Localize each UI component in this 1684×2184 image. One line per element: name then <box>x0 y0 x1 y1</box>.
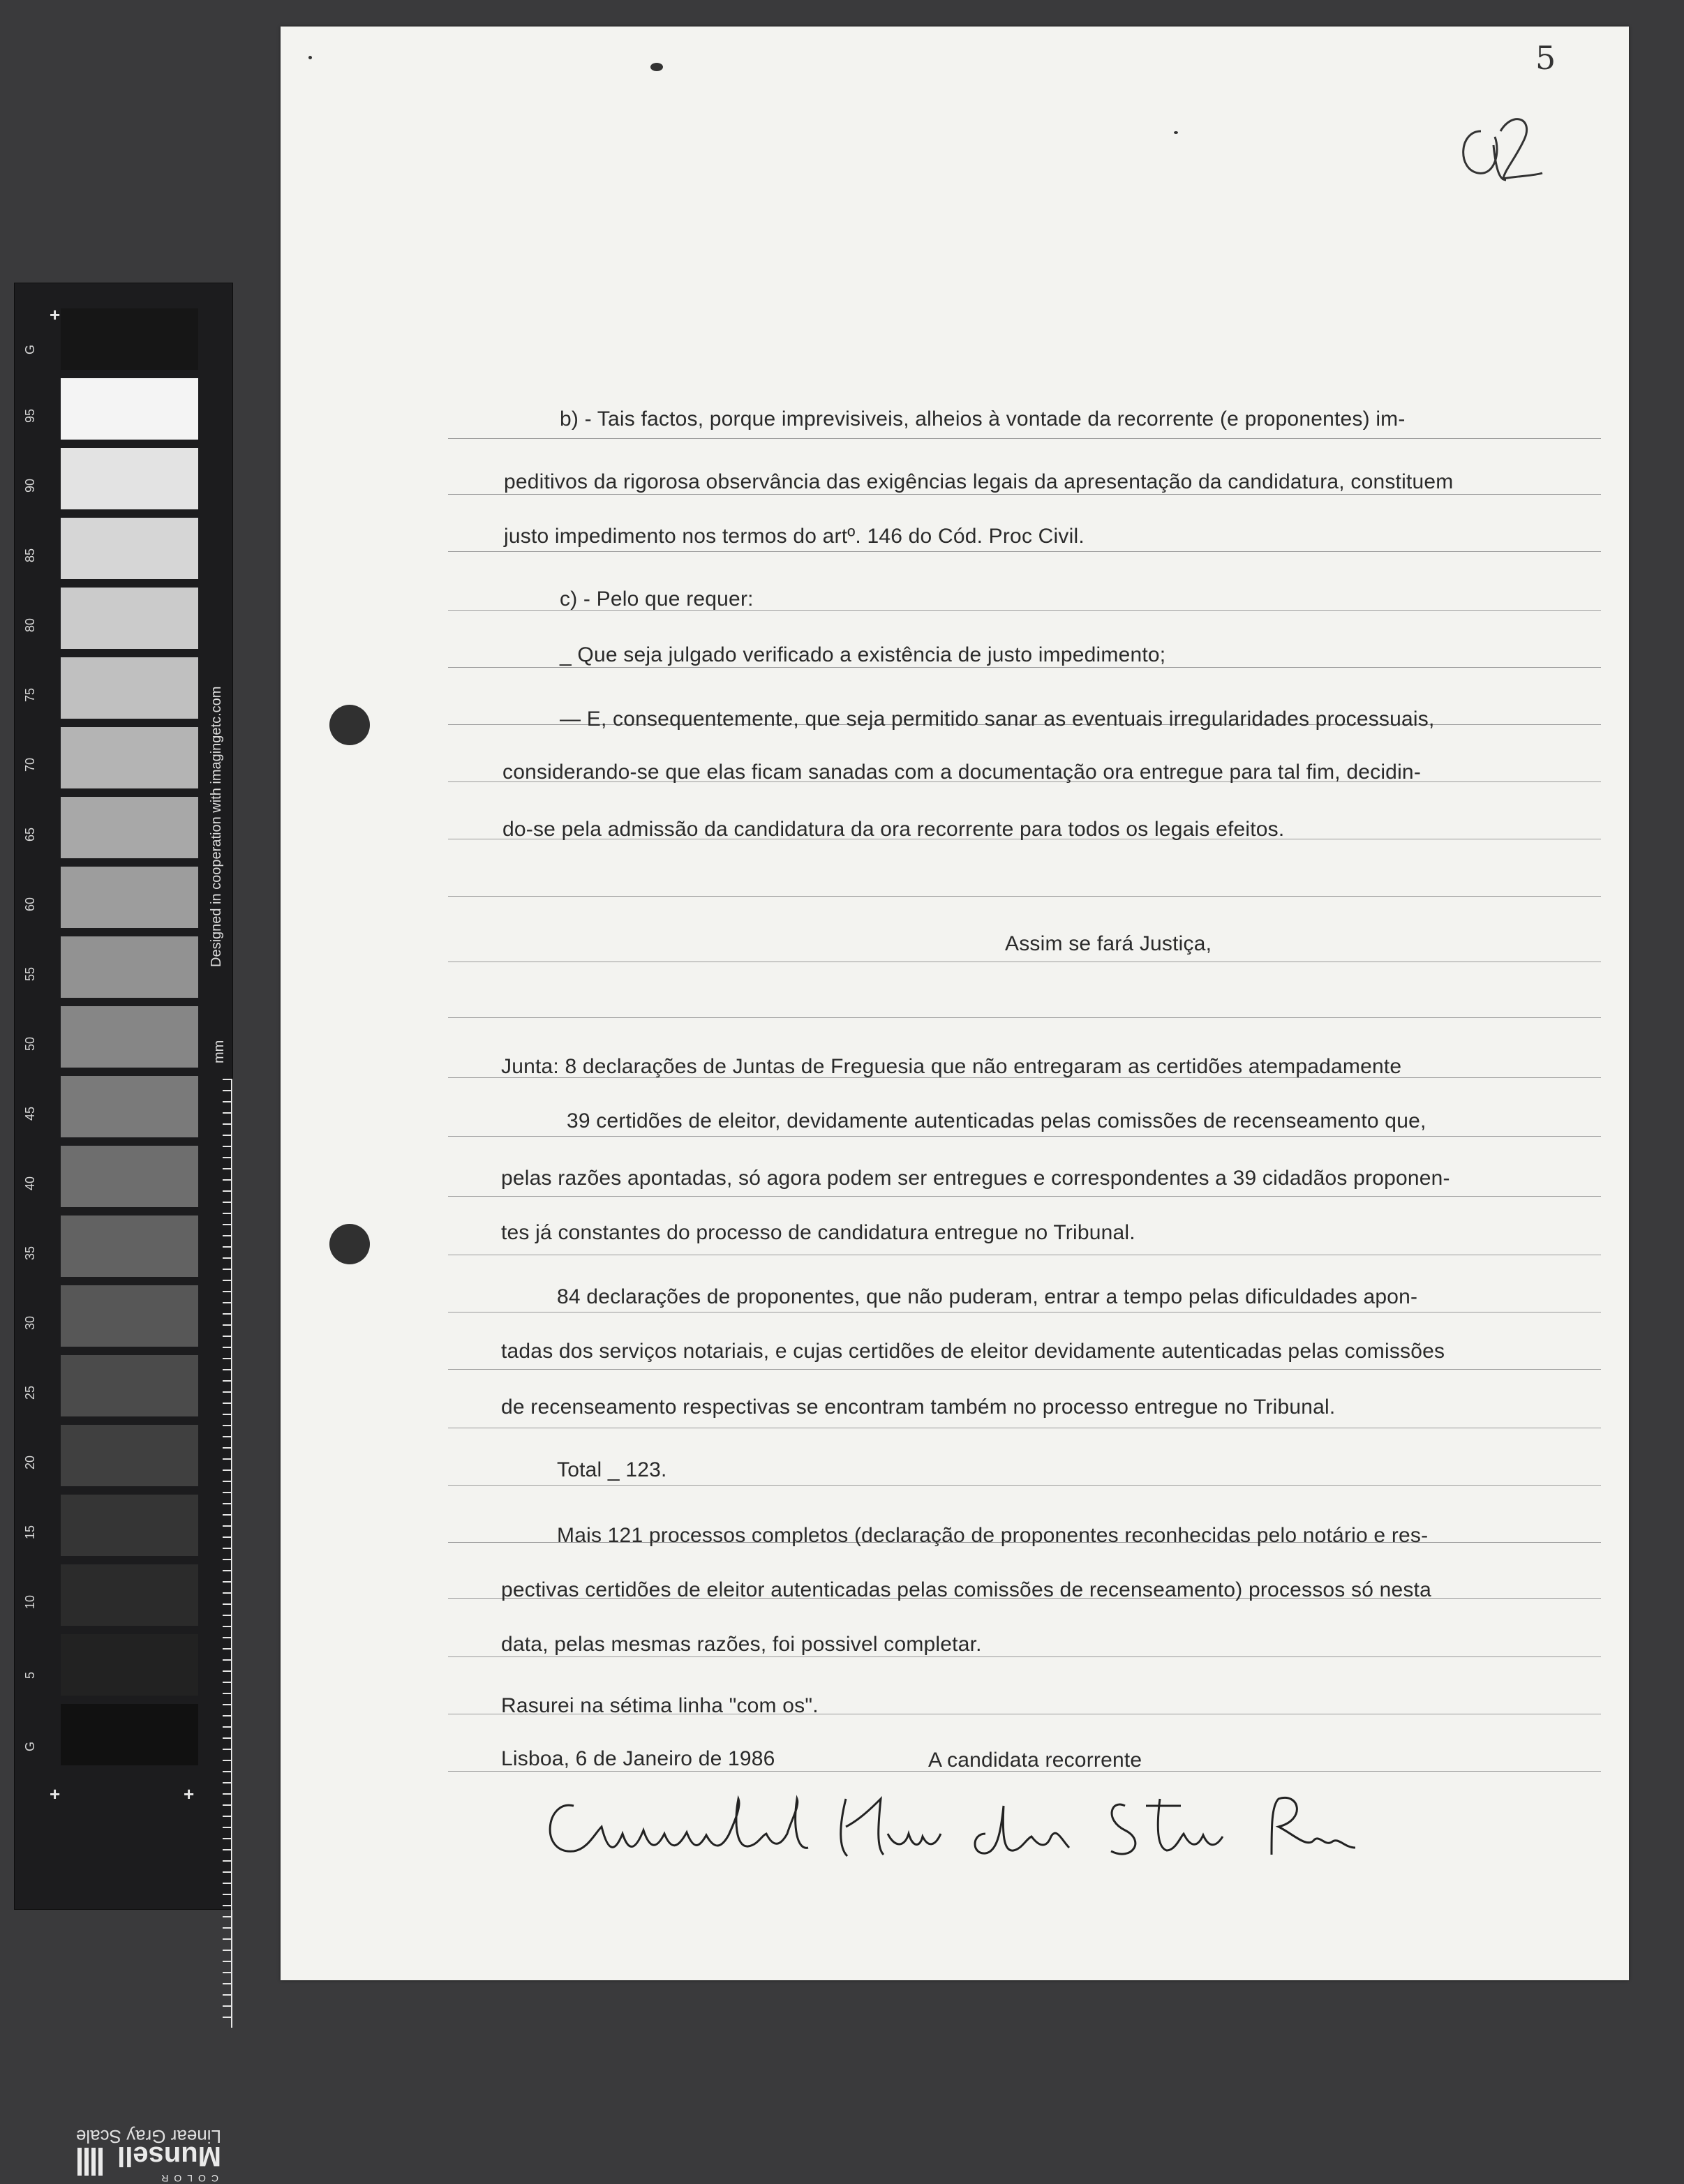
patch-label: 65 <box>23 827 37 842</box>
text-line: — E, consequentemente, que seja permitido sanar as eventuais irregularidades processuais, <box>560 708 1435 731</box>
plus-mark: + <box>50 1783 61 1804</box>
text-line: Assim se fará Justiça, <box>1005 932 1212 955</box>
text-line: Total _ 123. <box>557 1458 667 1481</box>
text-line: justo impedimento nos termos do artº. 146 do Cód. Proc Civil. <box>504 525 1085 548</box>
ruled-line <box>448 896 1601 897</box>
patch-label: 50 <box>23 1036 37 1051</box>
patch-label: G <box>23 1741 37 1751</box>
patch-label: 60 <box>23 897 37 911</box>
patch-label: 80 <box>23 618 37 632</box>
ruled-line <box>448 1369 1601 1370</box>
gray-patch <box>61 1076 198 1137</box>
text-line: 84 declarações de proponentes, que não puderam, entrar a tempo pelas dificuldades apon- <box>557 1285 1418 1308</box>
ruled-line <box>448 1485 1601 1486</box>
patch-label: 15 <box>23 1525 37 1539</box>
gray-patch <box>61 588 198 649</box>
ruled-line <box>448 1136 1601 1137</box>
speck <box>650 63 663 71</box>
ruled-line <box>448 1656 1601 1657</box>
page-number: 5 <box>1535 39 1556 77</box>
ruled-line <box>448 667 1601 668</box>
patch-label: 30 <box>23 1315 37 1330</box>
gray-patch <box>61 1634 198 1696</box>
ruler-line <box>231 1079 232 2028</box>
patch-label: 75 <box>23 687 37 702</box>
text-line: Junta: 8 declarações de Juntas de Freguesia que não entregaram as certidões atempadamente <box>501 1055 1402 1078</box>
gray-patch <box>61 867 198 928</box>
patch-label: 10 <box>23 1594 37 1609</box>
document-page <box>281 27 1629 1980</box>
gray-patch <box>61 797 198 858</box>
text-line: c) - Pelo que requer: <box>560 588 754 611</box>
gray-patch <box>61 1564 198 1626</box>
text-line: Lisboa, 6 de Janeiro de 1986 <box>501 1747 775 1770</box>
patch-label: 40 <box>23 1176 37 1190</box>
strip-title: Linear Gray Scale <box>75 2126 221 2147</box>
ruled-line <box>448 438 1601 439</box>
gray-patch <box>61 378 198 440</box>
plus-mark: + <box>184 1783 195 1804</box>
brand-name: Munsell <box>117 2141 221 2171</box>
ruled-line <box>448 1196 1601 1197</box>
gray-patch <box>61 1495 198 1556</box>
patch-label: 5 <box>23 1671 37 1679</box>
text-line: peditivos da rigorosa observância das exigências legais da apresentação da candidatura, constituem <box>504 470 1454 493</box>
strip-credit: Designed in cooperation with imagingetc.com <box>209 686 224 967</box>
patch-label: 90 <box>23 478 37 493</box>
patch-label: 25 <box>23 1385 37 1400</box>
gray-patch <box>61 1285 198 1347</box>
speck <box>1174 131 1178 134</box>
ruled-line <box>448 1017 1601 1018</box>
gray-patch <box>61 1355 198 1416</box>
gray-patch <box>61 727 198 788</box>
punch-hole <box>329 1224 370 1264</box>
plus-mark: + <box>50 304 61 325</box>
gray-patch <box>61 448 198 509</box>
gray-patch <box>61 518 198 579</box>
gray-patch <box>61 1704 198 1765</box>
text-line: 39 certidões de eleitor, devidamente autenticadas pelas comissões de recenseamento que, <box>567 1109 1426 1132</box>
text-line: A candidata recorrente <box>928 1749 1142 1772</box>
text-line: b) - Tais factos, porque imprevisiveis, alheios à vontade da recorrente (e proponentes) im- <box>560 407 1406 431</box>
text-line: pectivas certidões de eleitor autenticadas pelas comissões de recenseamento) processos só nesta <box>501 1578 1432 1601</box>
patch-label: 55 <box>23 966 37 981</box>
munsell-logo <box>75 2141 221 2184</box>
ruler-unit: mm <box>211 1040 227 1063</box>
text-line: data, pelas mesmas razões, foi possivel completar. <box>501 1633 982 1656</box>
text-line: tadas dos serviços notariais, e cujas certidões de eleitor devidamente autenticadas pelas comissões <box>501 1340 1445 1363</box>
gray-patch <box>61 1006 198 1068</box>
munsell-grid-icon <box>75 2148 103 2176</box>
text-line: do-se pela admissão da candidatura da ora recorrente para todos os legais efeitos. <box>502 818 1285 841</box>
speck <box>308 56 312 59</box>
ruled-line <box>448 551 1601 552</box>
gray-patch <box>61 1425 198 1486</box>
brand-sub: COLOR <box>156 2173 218 2184</box>
handwritten-signature <box>532 1778 1369 1890</box>
text-line: de recenseamento respectivas se encontram também no processo entregue no Tribunal. <box>501 1396 1336 1419</box>
punch-hole <box>329 705 370 745</box>
patch-label: 20 <box>23 1455 37 1469</box>
text-line: tes já constantes do processo de candidatura entregue no Tribunal. <box>501 1221 1135 1244</box>
gray-patch <box>61 657 198 719</box>
patch-label: 70 <box>23 757 37 772</box>
gray-patch <box>61 936 198 998</box>
patch-label: 35 <box>23 1246 37 1260</box>
patch-label: 85 <box>23 548 37 562</box>
text-line: Mais 121 processos completos (declaração de proponentes reconhecidas pelo notário e res- <box>557 1524 1429 1547</box>
gray-scale-strip <box>14 283 233 2184</box>
patch-label: 45 <box>23 1106 37 1121</box>
text-line: considerando-se que elas ficam sanadas com a documentação ora entregue para tal fim, decidin- <box>502 761 1422 784</box>
patch-label: G <box>23 344 37 354</box>
ruled-line <box>448 494 1601 495</box>
gray-patch <box>61 308 198 370</box>
patch-label: 95 <box>23 408 37 423</box>
gray-patch <box>61 1216 198 1277</box>
gray-patch <box>61 1146 198 1207</box>
handwritten-mark <box>1452 103 1556 194</box>
text-line: pelas razões apontadas, só agora podem ser entregues e correspondentes a 39 cidadãos proponen- <box>501 1167 1450 1190</box>
text-line: Rasurei na sétima linha "com os". <box>501 1694 819 1717</box>
text-line: _ Que seja julgado verificado a existência de justo impedimento; <box>560 643 1166 666</box>
mm-ruler <box>223 1079 231 2028</box>
